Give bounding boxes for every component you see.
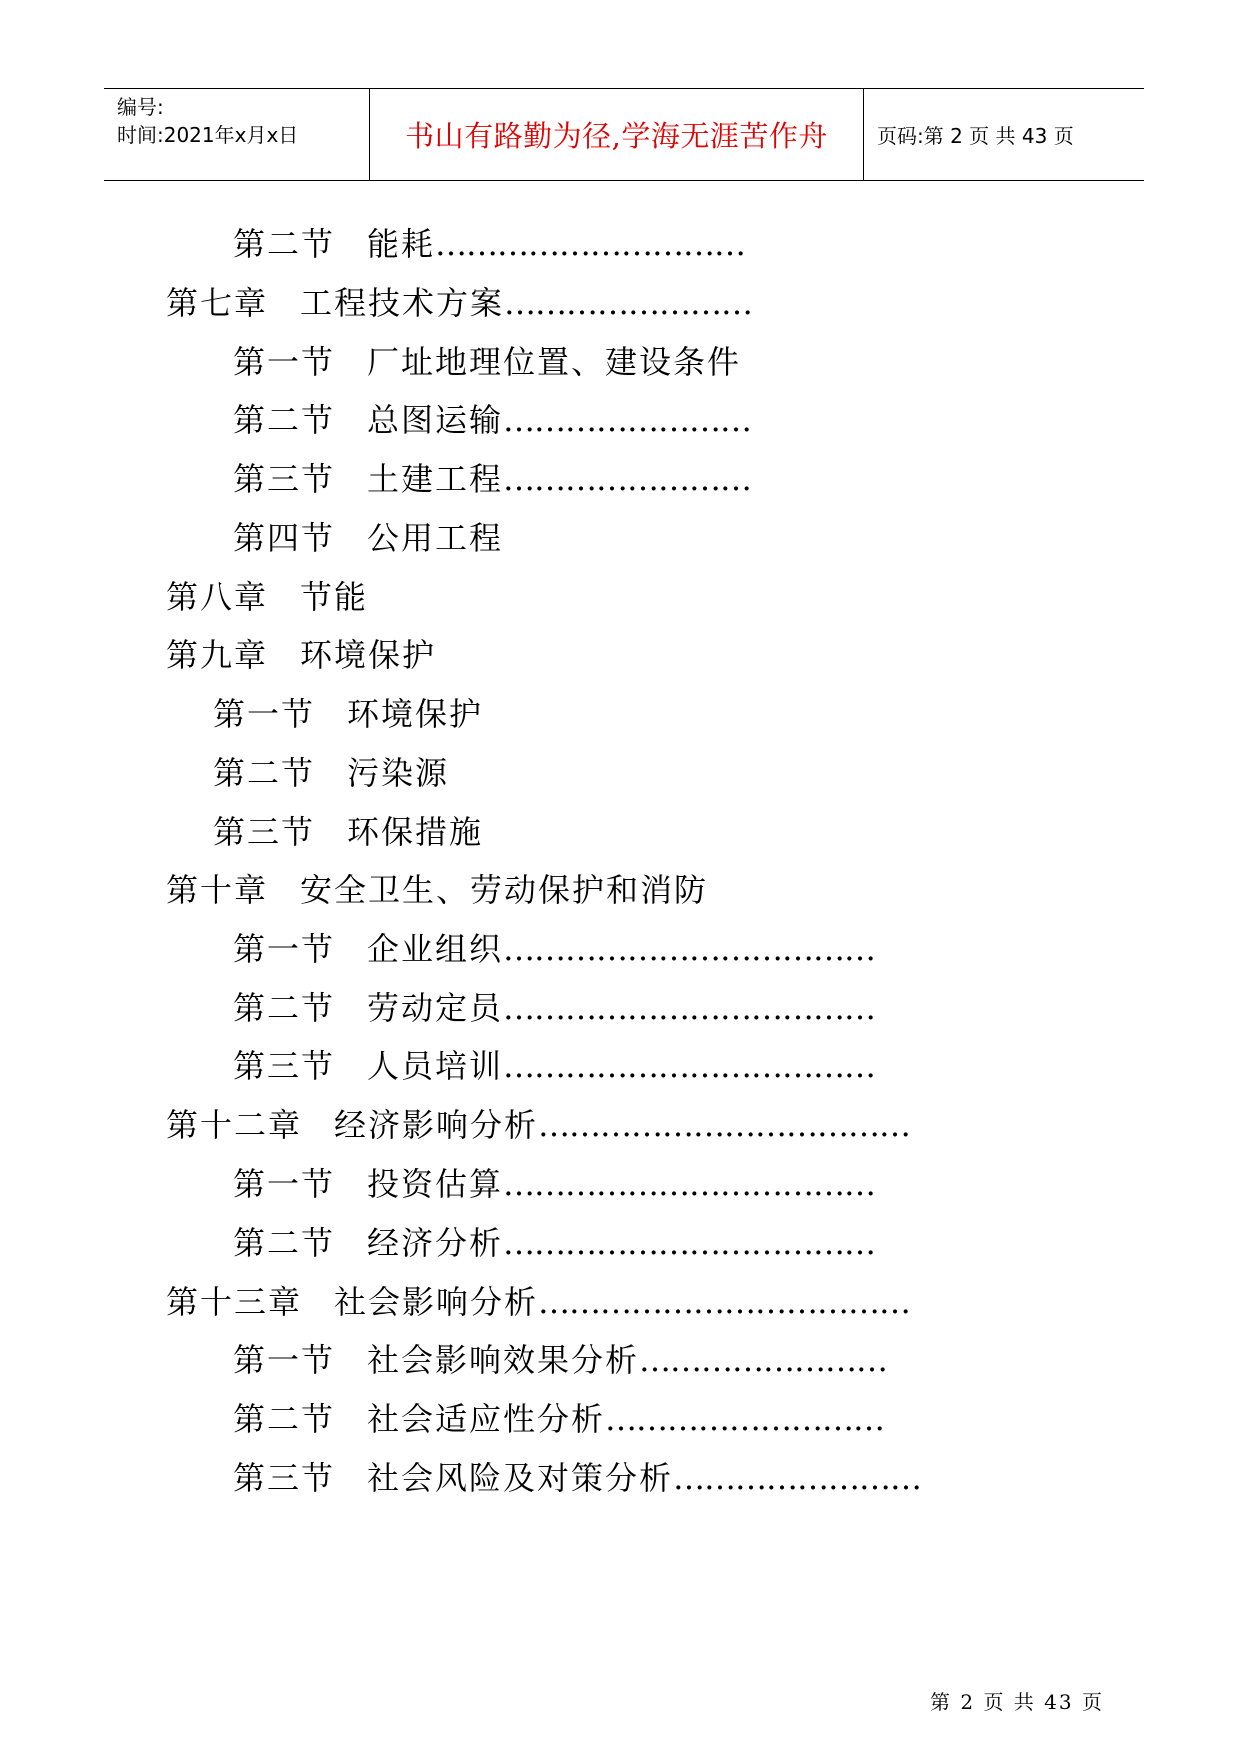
- toc-entry-leader: ……………………: [503, 460, 752, 498]
- toc-entry-number: 第二节: [213, 754, 316, 792]
- toc-entry-leader: ……………………: [504, 284, 753, 322]
- header-motto-cell: [369, 89, 864, 180]
- toc-entry-number: 第十三章: [166, 1283, 303, 1321]
- toc-entry-title: 投资估算: [367, 1165, 504, 1203]
- toc-entry-title: 环境保护: [347, 695, 484, 733]
- toc-entry-title: 社会影响效果分析: [367, 1341, 640, 1379]
- toc-entry: [233, 1338, 887, 1382]
- header-page-cell: [862, 89, 1144, 180]
- toc-entry-leader: …………………………: [435, 225, 746, 263]
- toc-entry-number: 第一节: [233, 930, 336, 968]
- toc-entry-leader: ………………………: [605, 1400, 885, 1438]
- header-motto: 书山有路勤为径,学海无涯苦作舟: [405, 119, 828, 153]
- toc-entry-number: 第一节: [233, 1165, 336, 1203]
- toc-entry-title: 社会适应性分析: [367, 1400, 606, 1438]
- page-footer-number: 第 2 页 共 43 页: [930, 1690, 1104, 1714]
- toc-entry: [233, 222, 745, 266]
- toc-entry: [233, 516, 503, 560]
- toc-entry-number: 第十章: [166, 871, 269, 909]
- toc-entry-number: 第四节: [233, 519, 336, 557]
- toc-entry-leader: ………………………………: [503, 989, 876, 1027]
- header-info-cell: [104, 89, 369, 180]
- toc-entry-leader: ………………………………: [503, 1165, 876, 1203]
- toc-entry-number: 第一节: [213, 695, 316, 733]
- toc-entry-number: 第三节: [213, 813, 316, 851]
- toc-entry-leader: ………………………………: [503, 1224, 876, 1262]
- toc-entry-title: 公用工程: [367, 519, 504, 557]
- toc-entry: [213, 810, 483, 854]
- header-page-number: 页码:第 2 页 共 43 页: [877, 124, 1074, 148]
- toc-entry: [233, 986, 875, 1030]
- toc-entry-title: 能耗: [367, 225, 436, 263]
- toc-entry-title: 安全卫生、劳动保护和消防: [300, 871, 709, 909]
- toc-entry-leader: ………………………………: [538, 1283, 911, 1321]
- toc-entry-number: 第一节: [233, 1341, 336, 1379]
- toc-entry: [233, 398, 751, 442]
- toc-entry: [233, 340, 741, 384]
- toc-entry-number: 第二节: [233, 989, 336, 1027]
- toc-entry-title: 社会风险及对策分析: [367, 1459, 674, 1497]
- toc-entry-number: 第三节: [233, 1459, 336, 1497]
- toc-entry-number: 第三节: [233, 460, 336, 498]
- toc-entry-number: 第三节: [233, 1047, 336, 1085]
- document-time-label: 时间:2021年x月x日: [117, 123, 299, 147]
- toc-entry-title: 社会影响分析: [334, 1283, 539, 1321]
- document-code-label: 编号:: [117, 95, 164, 119]
- toc-entry-number: 第七章: [166, 284, 269, 322]
- toc-entry-number: 第二节: [233, 401, 336, 439]
- toc-entry-title: 人员培训: [367, 1047, 504, 1085]
- toc-entry: [233, 1221, 875, 1265]
- toc-entry-title: 经济分析: [367, 1224, 504, 1262]
- toc-entry-title: 工程技术方案: [300, 284, 505, 322]
- toc-entry-title: 环保措施: [347, 813, 484, 851]
- toc-entry: [233, 1044, 875, 1088]
- toc-entry-leader: ………………………………: [503, 1047, 876, 1085]
- toc-entry: [166, 1280, 910, 1324]
- toc-entry-number: 第八章: [166, 578, 269, 616]
- toc-entry: [233, 1456, 921, 1500]
- toc-entry-leader: ……………………: [503, 401, 752, 439]
- toc-entry-number: 第一节: [233, 343, 336, 381]
- toc-entry: [233, 1397, 884, 1441]
- toc-entry: [213, 692, 483, 736]
- toc-entry-title: 环境保护: [300, 636, 437, 674]
- toc-entry-leader: ………………………………: [538, 1106, 911, 1144]
- toc-entry-number: 第二节: [233, 225, 336, 263]
- toc-entry-leader: ……………………: [673, 1459, 922, 1497]
- page-header: [104, 88, 1144, 181]
- toc-entry-title: 土建工程: [367, 460, 504, 498]
- toc-entry: [166, 575, 368, 619]
- toc-entry-number: 第九章: [166, 636, 269, 674]
- toc-entry: [233, 927, 875, 971]
- toc-entry: [166, 1103, 910, 1147]
- toc-entry-title: 厂址地理位置、建设条件: [367, 343, 742, 381]
- toc-entry-title: 总图运输: [367, 401, 504, 439]
- toc-entry-title: 劳动定员: [367, 989, 504, 1027]
- toc-entry-title: 经济影响分析: [334, 1106, 539, 1144]
- toc-entry-number: 第十二章: [166, 1106, 303, 1144]
- toc-entry-title: 节能: [300, 578, 369, 616]
- toc-entry-number: 第二节: [233, 1400, 336, 1438]
- toc-entry-title: 污染源: [347, 754, 450, 792]
- toc-entry-leader: ……………………: [639, 1341, 888, 1379]
- toc-entry-leader: ………………………………: [503, 930, 876, 968]
- toc-entry: [166, 868, 708, 912]
- toc-entry: [166, 633, 436, 677]
- toc-entry: [213, 751, 449, 795]
- toc-entry: [233, 457, 751, 501]
- toc-entry: [233, 1162, 875, 1206]
- toc-entry-number: 第二节: [233, 1224, 336, 1262]
- toc-entry: [166, 281, 752, 325]
- toc-entry-title: 企业组织: [367, 930, 504, 968]
